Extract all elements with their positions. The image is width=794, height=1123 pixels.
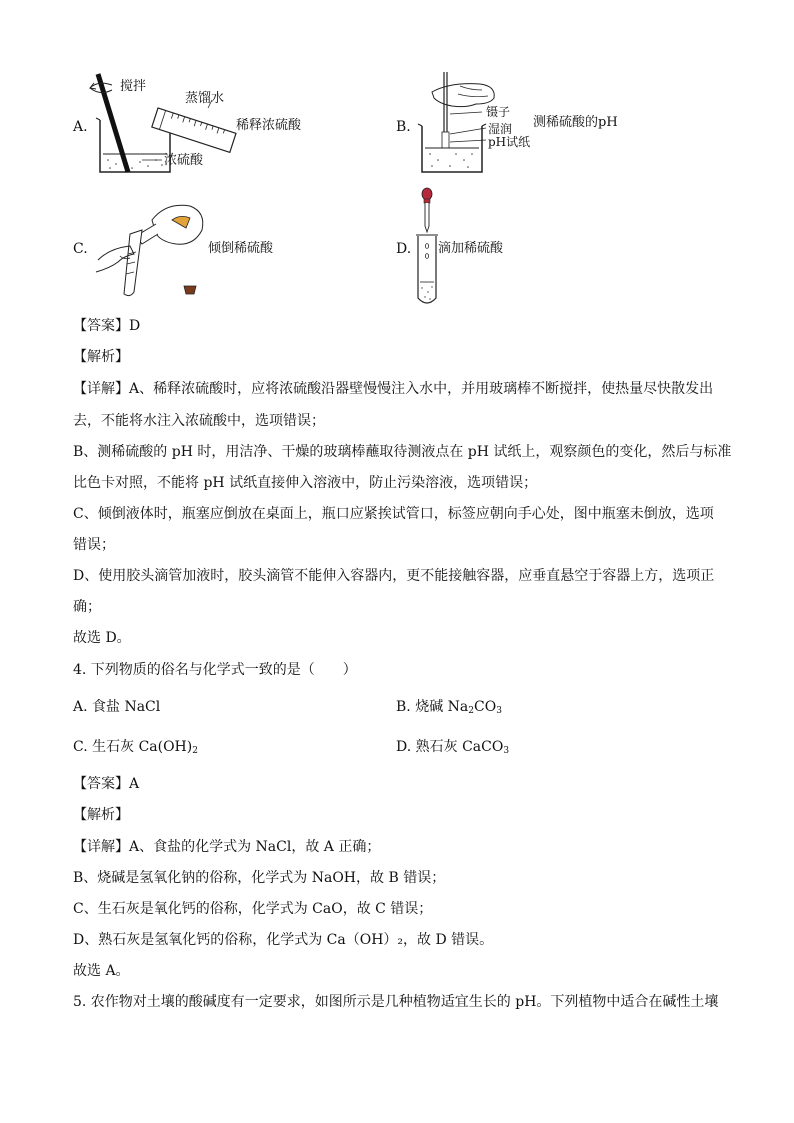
figure-c-pour-acid	[84, 194, 214, 302]
pouring-drawing	[84, 194, 214, 302]
figure-a-caption: 稀释浓硫酸	[236, 118, 302, 133]
q3-answer: 【答案】D	[73, 318, 141, 334]
conc-acid-label: 浓硫酸	[164, 153, 204, 168]
subscript: 2	[192, 746, 198, 756]
figure-c-letter: C.	[73, 241, 88, 257]
q4-analysis-heading: 【解析】	[73, 807, 129, 823]
distilled-water-label: 蒸馏水	[185, 91, 225, 106]
wet-label: 湿润	[488, 122, 513, 136]
q3-line: D、使用胶头滴管加液时，胶头滴管不能伸入容器内，更不能接触容器，应垂直悬空于容器上方，选项正	[73, 568, 715, 584]
subscript: 2	[468, 706, 474, 716]
dilution-apparatus-drawing	[60, 68, 360, 178]
q4-option-c-text: C. 生石灰 Ca(OH)	[73, 739, 193, 755]
figure-b-letter: B.	[396, 119, 411, 135]
q4-option-b-text: B. 烧碱 Na	[396, 699, 469, 715]
figure-d-letter: D.	[396, 241, 412, 257]
figure-c-caption: 倾倒稀硫酸	[208, 241, 274, 256]
q4-option-c	[73, 738, 198, 760]
ph-paper-label: pH试纸	[488, 135, 531, 149]
q4-option-b	[396, 698, 502, 720]
q4-option-a-text: A. 食盐 NaCl	[73, 699, 161, 715]
tweezers-label: 镊子	[486, 105, 511, 119]
q4-option-d	[396, 738, 509, 760]
q3-analysis-heading: 【解析】	[73, 349, 129, 365]
q3-line: 【详解】A、稀释浓硫酸时，应将浓硫酸沿器壁慢慢注入水中，并用玻璃棒不断搅拌，使热量尽快散发出	[73, 381, 714, 397]
q3-line: B、测稀硫酸的 pH 时，用洁净、干燥的玻璃棒蘸取待测液点在 pH 试纸上，观察颜色的变化，然后与标准	[73, 444, 732, 460]
subscript: 3	[496, 706, 502, 716]
subscript: 3	[503, 746, 510, 756]
q4-option-b-text-mid: CO	[473, 699, 497, 715]
q3-line: 确；	[73, 599, 101, 615]
q4-line: 故选 A。	[73, 963, 130, 979]
q4-answer: 【答案】A	[73, 776, 140, 792]
q3-line: C、倾倒液体时，瓶塞应倒放在桌面上，瓶口应紧挨试管口，标签应朝向手心处，图中瓶塞未倒放，选项	[73, 506, 714, 522]
figure-a-letter: A.	[73, 119, 88, 135]
q4-stem: 4. 下列物质的俗名与化学式一致的是（ ）	[73, 662, 357, 678]
stir-label: 搅拌	[120, 79, 147, 94]
figure-d-caption: 滴加稀硫酸	[438, 241, 504, 256]
q3-line: 比色卡对照，不能将 pH 试纸直接伸入溶液中，防止污染溶液，选项错误；	[73, 475, 538, 491]
q4-option-a	[73, 698, 160, 716]
q3-line: 错误；	[73, 537, 115, 553]
q5-stem: 5. 农作物对土壤的酸碱度有一定要求，如图所示是几种植物适宜生长的 pH。下列植物中适合在碱性土壤	[73, 994, 719, 1010]
q4-line: D、熟石灰是氢氧化钙的俗称，化学式为 Ca（OH）₂，故 D 错误。	[73, 932, 494, 948]
q4-option-d-text: D. 熟石灰 CaCO	[396, 739, 504, 755]
q3-line: 去，不能将水注入浓硫酸中，选项错误；	[73, 413, 325, 429]
q3-line: 故选 D。	[73, 630, 131, 646]
figure-a-dilute-acid	[60, 68, 360, 178]
q4-line: 【详解】A、食盐的化学式为 NaCl，故 A 正确；	[73, 839, 381, 855]
q4-line: C、生石灰是氧化钙的俗称，化学式为 CaO，故 C 错误；	[73, 901, 433, 917]
q4-line: B、烧碱是氢氧化钠的俗称，化学式为 NaOH，故 B 错误；	[73, 870, 446, 886]
figure-b-caption: 测稀硫酸的pH	[533, 115, 618, 130]
